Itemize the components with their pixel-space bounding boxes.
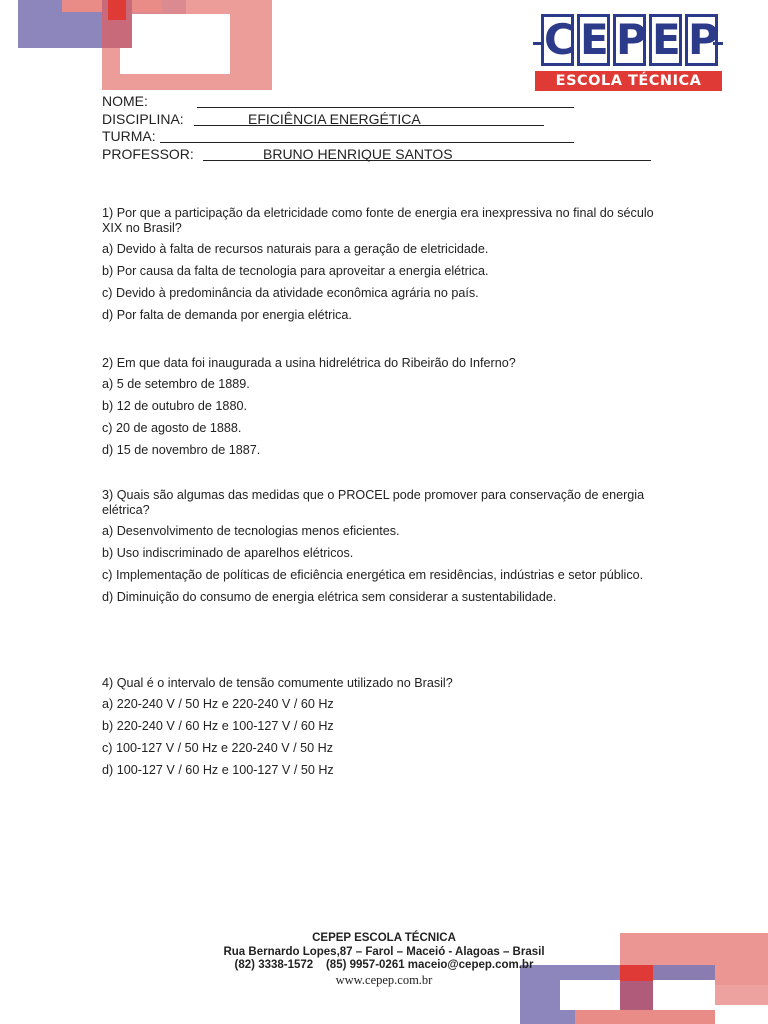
answer-option: c) 100-127 V / 50 Hz e 220-240 V / 50 Hz — [102, 741, 334, 755]
answer-option: b) 12 de outubro de 1880. — [102, 399, 247, 413]
page-footer — [0, 932, 768, 988]
question-2 — [102, 356, 662, 465]
logo-letter: P — [685, 14, 718, 66]
disciplina-label: DISCIPLINA: — [102, 110, 184, 127]
turma-field-line[interactable] — [160, 142, 574, 143]
answer-option: d) Por falta de demanda por energia elétrica. — [102, 308, 352, 322]
logo-subtitle: ESCOLA TÉCNICA — [535, 71, 722, 91]
cepep-logo — [533, 14, 723, 92]
professor-label: PROFESSOR: — [102, 145, 194, 162]
answer-option: b) Uso indiscriminado de aparelhos elétricos. — [102, 546, 354, 560]
logo-letter: E — [577, 14, 610, 66]
answer-option: a) Devido à falta de recursos naturais para a geração de eletricidade. — [102, 242, 489, 256]
footer-website[interactable]: www.cepep.com.br — [335, 972, 433, 987]
question-1 — [102, 206, 662, 330]
turma-label: TURMA: — [102, 128, 156, 144]
answer-option: d) 100-127 V / 60 Hz e 100-127 V / 50 Hz — [102, 763, 334, 777]
answer-option: b) Por causa da falta de tecnologia para aproveitar a energia elétrica. — [102, 264, 489, 278]
answer-option: d) 15 de novembro de 1887. — [102, 443, 261, 457]
question-text: 2) Em que data foi inaugurada a usina hidrelétrica do Ribeirão do Inferno? — [102, 356, 516, 370]
question-text: 3) Quais são algumas das medidas que o PROCEL pode promover para conservação de energia elétrica? — [102, 488, 645, 517]
footer-address: Rua Bernardo Lopes,87 – Farol – Maceió - Alagoas – Brasil — [223, 945, 545, 958]
logo-letter: E — [649, 14, 682, 66]
question-3 — [102, 488, 662, 612]
logo-letter: C — [541, 14, 574, 66]
answer-option: a) 220-240 V / 50 Hz e 220-240 V / 60 Hz — [102, 697, 334, 711]
answer-option: c) Implementação de políticas de eficiência energética em residências, indústrias e setor público. — [102, 568, 644, 582]
disciplina-value: EFICIÊNCIA ENERGÉTICA — [248, 110, 421, 127]
professor-value: BRUNO HENRIQUE SANTOS — [263, 145, 453, 162]
answer-option: a) Desenvolvimento de tecnologias menos eficientes. — [102, 524, 400, 538]
nome-field-line[interactable] — [197, 107, 574, 108]
answer-option: c) Devido à predominância da atividade econômica agrária no país. — [102, 286, 479, 300]
question-text: 1) Por que a participação da eletricidade como fonte de energia era inexpressiva no final do século XIX no Brasil? — [102, 206, 654, 235]
footer-school-name: CEPEP ESCOLA TÉCNICA — [312, 932, 456, 944]
nome-label: NOME: — [102, 93, 148, 109]
answer-option: c) 20 de agosto de 1888. — [102, 421, 242, 435]
answer-option: a) 5 de setembro de 1889. — [102, 377, 250, 391]
logo-letter: P — [613, 14, 646, 66]
answer-option: b) 220-240 V / 60 Hz e 100-127 V / 60 Hz — [102, 719, 334, 733]
answer-option: d) Diminuição do consumo de energia elétrica sem considerar a sustentabilidade. — [102, 590, 557, 604]
decorative-squares-top — [0, 0, 280, 95]
question-4 — [102, 676, 662, 785]
footer-contacts: (82) 3338-1572 (85) 9957-0261 maceio@cepep.com.br — [234, 959, 534, 971]
question-text: 4) Qual é o intervalo de tensão comumente utilizado no Brasil? — [102, 676, 453, 690]
